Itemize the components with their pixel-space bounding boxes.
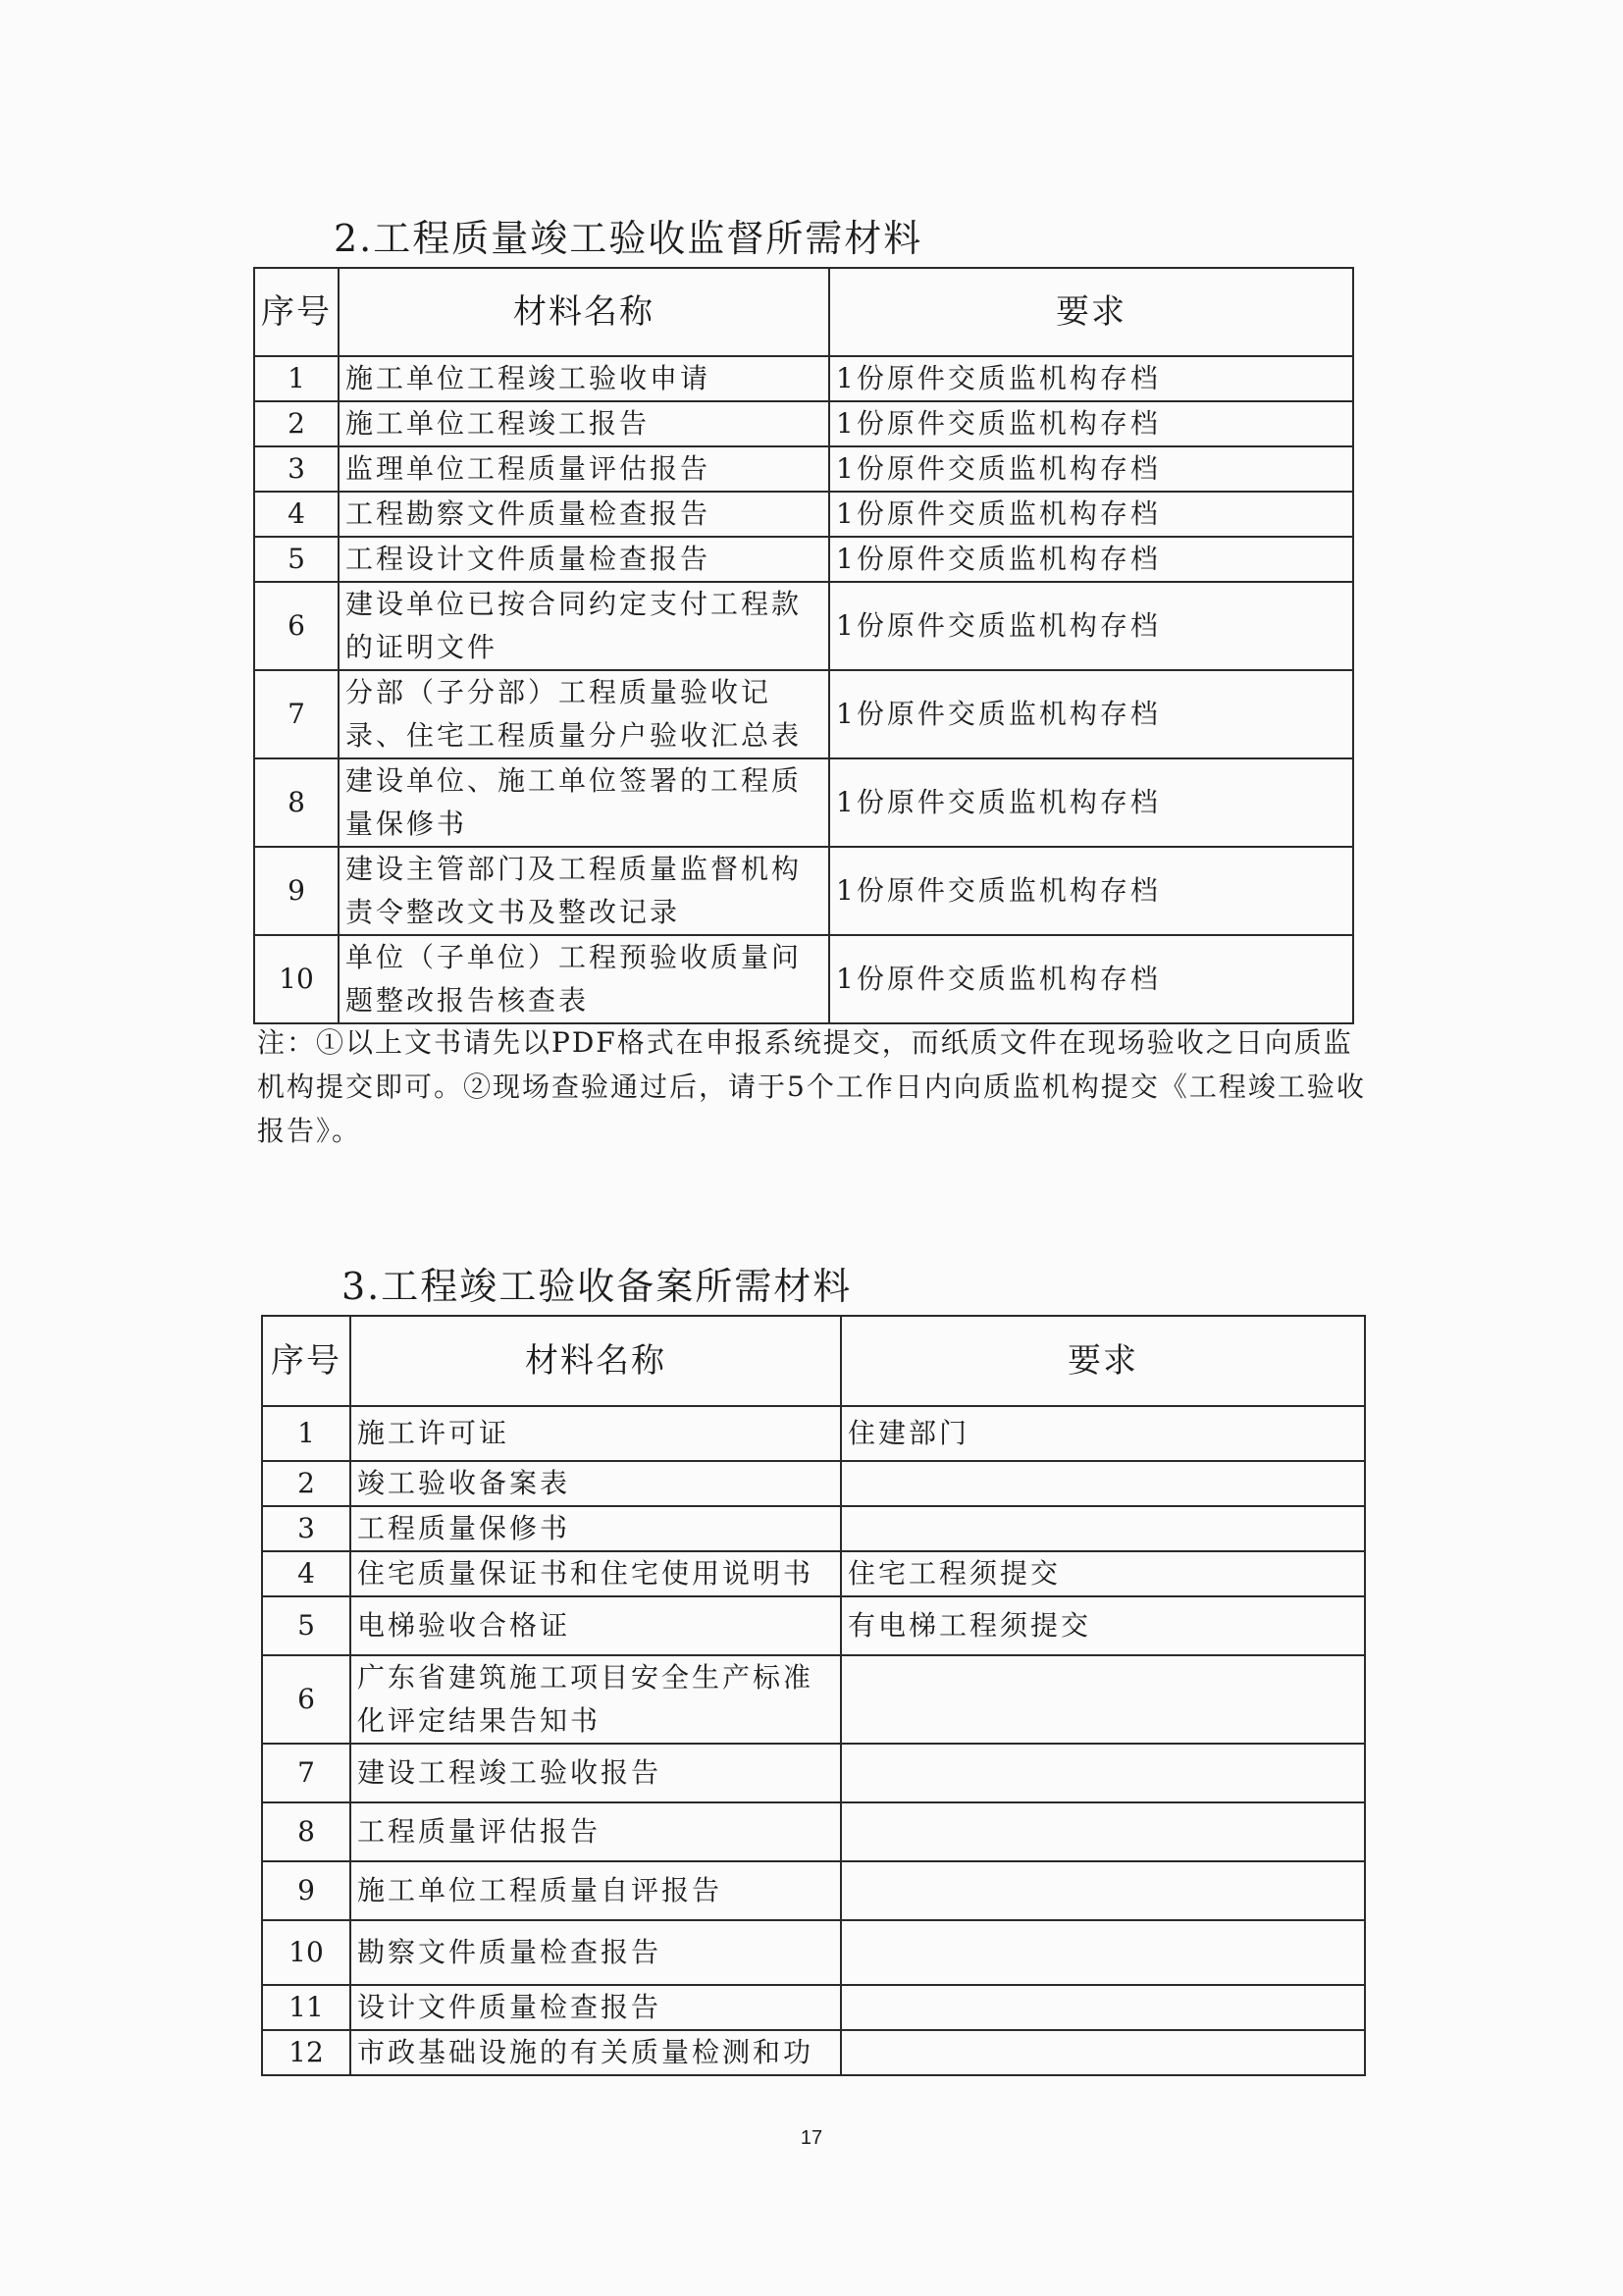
material-name: 电梯验收合格证 (350, 1596, 841, 1655)
row-number: 10 (254, 935, 339, 1023)
row-number: 6 (254, 582, 339, 670)
table-row (254, 492, 1353, 537)
table-row (254, 670, 1353, 758)
requirement (841, 1655, 1365, 1744)
table-row (254, 935, 1353, 1023)
table-row (262, 1655, 1365, 1744)
material-name: 施工单位工程质量自评报告 (350, 1861, 841, 1920)
section-2-materials-table (253, 267, 1354, 1024)
table-header-row (262, 1316, 1365, 1406)
requirement (841, 1861, 1365, 1920)
requirement: 1份原件交质监机构存档 (829, 537, 1353, 582)
table-row (254, 582, 1353, 670)
row-number: 7 (254, 670, 339, 758)
row-number: 3 (262, 1506, 350, 1551)
row-number: 9 (254, 847, 339, 935)
requirement (841, 2030, 1365, 2075)
table-row (262, 2030, 1365, 2075)
section-2-title: 2.工程质量竣工验收监督所需材料 (334, 217, 923, 260)
table-row (262, 1596, 1365, 1655)
material-name: 单位（子单位）工程预验收质量问题整改报告核查表 (339, 935, 829, 1023)
header-cell-material-name: 材料名称 (350, 1316, 841, 1406)
material-name: 建设单位已按合同约定支付工程款的证明文件 (339, 582, 829, 670)
header-cell-number: 序号 (262, 1316, 350, 1406)
table-row (262, 1461, 1365, 1506)
header-cell-requirement: 要求 (841, 1316, 1365, 1406)
requirement: 1份原件交质监机构存档 (829, 935, 1353, 1023)
material-name: 住宅质量保证书和住宅使用说明书 (350, 1551, 841, 1596)
section-3-materials-table (261, 1315, 1366, 2076)
material-name: 建设单位、施工单位签署的工程质量保修书 (339, 758, 829, 847)
material-name: 建设主管部门及工程质量监督机构责令整改文书及整改记录 (339, 847, 829, 935)
requirement (841, 1920, 1365, 1985)
requirement: 住建部门 (841, 1406, 1365, 1461)
table-row (254, 847, 1353, 935)
table-row (262, 1744, 1365, 1802)
requirement: 1份原件交质监机构存档 (829, 670, 1353, 758)
requirement: 1份原件交质监机构存档 (829, 847, 1353, 935)
requirement (841, 1461, 1365, 1506)
table-row (254, 758, 1353, 847)
table-row (254, 356, 1353, 401)
table-row (262, 1506, 1365, 1551)
material-name: 分部（子分部）工程质量验收记录、住宅工程质量分户验收汇总表 (339, 670, 829, 758)
requirement: 1份原件交质监机构存档 (829, 492, 1353, 537)
row-number: 1 (254, 356, 339, 401)
row-number: 11 (262, 1985, 350, 2030)
material-name: 竣工验收备案表 (350, 1461, 841, 1506)
requirement: 住宅工程须提交 (841, 1551, 1365, 1596)
table-row (254, 537, 1353, 582)
header-cell-material-name: 材料名称 (339, 268, 829, 356)
table-row (262, 1985, 1365, 2030)
row-number: 4 (254, 492, 339, 537)
material-name: 工程设计文件质量检查报告 (339, 537, 829, 582)
row-number: 1 (262, 1406, 350, 1461)
row-number: 2 (254, 401, 339, 446)
table-row (262, 1802, 1365, 1861)
row-number: 6 (262, 1655, 350, 1744)
table-row (262, 1551, 1365, 1596)
header-cell-number: 序号 (254, 268, 339, 356)
requirement: 1份原件交质监机构存档 (829, 401, 1353, 446)
material-name: 勘察文件质量检查报告 (350, 1920, 841, 1985)
requirement: 1份原件交质监机构存档 (829, 582, 1353, 670)
requirement (841, 1744, 1365, 1802)
row-number: 10 (262, 1920, 350, 1985)
requirement (841, 1802, 1365, 1861)
section-3-title: 3.工程竣工验收备案所需材料 (341, 1265, 853, 1308)
requirement (841, 1506, 1365, 1551)
material-name: 施工许可证 (350, 1406, 841, 1461)
row-number: 8 (262, 1802, 350, 1861)
table-row (262, 1406, 1365, 1461)
row-number: 7 (262, 1744, 350, 1802)
material-name: 建设工程竣工验收报告 (350, 1744, 841, 1802)
row-number: 5 (254, 537, 339, 582)
table-row (254, 401, 1353, 446)
row-number: 12 (262, 2030, 350, 2075)
material-name: 工程质量保修书 (350, 1506, 841, 1551)
requirement (841, 1985, 1365, 2030)
table-row (262, 1920, 1365, 1985)
material-name: 设计文件质量检查报告 (350, 1985, 841, 2030)
row-number: 8 (254, 758, 339, 847)
table-header-row (254, 268, 1353, 356)
row-number: 9 (262, 1861, 350, 1920)
requirement: 有电梯工程须提交 (841, 1596, 1365, 1655)
header-cell-requirement: 要求 (829, 268, 1353, 356)
material-name: 工程质量评估报告 (350, 1802, 841, 1861)
requirement: 1份原件交质监机构存档 (829, 446, 1353, 492)
material-name: 施工单位工程竣工验收申请 (339, 356, 829, 401)
requirement: 1份原件交质监机构存档 (829, 758, 1353, 847)
row-number: 4 (262, 1551, 350, 1596)
material-name: 工程勘察文件质量检查报告 (339, 492, 829, 537)
row-number: 3 (254, 446, 339, 492)
table-row (254, 446, 1353, 492)
section-2-note: 注：①以上文书请先以PDF格式在申报系统提交，而纸质文件在现场验收之日向质监机构提交即可。②现场查验通过后，请于5个工作日内向质监机构提交《工程竣工验收报告》。 (257, 1026, 1366, 1147)
row-number: 2 (262, 1461, 350, 1506)
page-number: 17 (800, 2127, 823, 2149)
material-name: 广东省建筑施工项目安全生产标准化评定结果告知书 (350, 1655, 841, 1744)
material-name: 监理单位工程质量评估报告 (339, 446, 829, 492)
material-name: 施工单位工程竣工报告 (339, 401, 829, 446)
requirement: 1份原件交质监机构存档 (829, 356, 1353, 401)
table-row (262, 1861, 1365, 1920)
material-name: 市政基础设施的有关质量检测和功 (350, 2030, 841, 2075)
row-number: 5 (262, 1596, 350, 1655)
